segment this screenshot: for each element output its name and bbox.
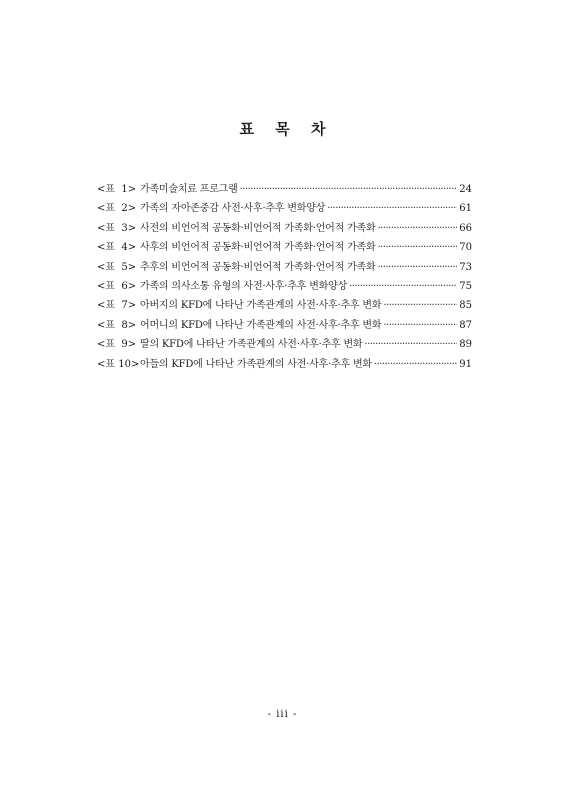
toc-entry[interactable]: [97, 277, 472, 296]
toc-entry[interactable]: [97, 258, 472, 277]
toc-entry-page: 66: [459, 222, 472, 234]
toc-entry-title: 사후의 비언어적 공동화·비언어적 가족화·언어적 가족화: [140, 242, 376, 254]
toc-dot-leader: [364, 335, 457, 354]
toc-entry-label: <표 10>: [97, 358, 140, 370]
toc-dot-leader: [374, 355, 457, 374]
toc-entry-page: 89: [459, 339, 472, 351]
toc-entry-title: 가족의 의사소통 유형의 사전·사후·추후 변화양상: [140, 280, 348, 292]
toc-entry-label: <표 7>: [97, 300, 137, 312]
toc-entry[interactable]: [97, 238, 472, 257]
toc-entry-page: 24: [459, 184, 472, 195]
toc-entry-title: 가족미술치료 프로그램: [140, 184, 238, 195]
toc-entry-page: 75: [459, 280, 472, 292]
toc-dot-leader: [377, 238, 457, 257]
toc-entry-page: 87: [459, 319, 472, 331]
toc-entry-title: 아들의 KFD에 나타난 가족관계의 사전·사후·추후 변화: [140, 358, 372, 370]
toc-entry-page: 61: [459, 203, 472, 215]
toc-entry[interactable]: [97, 219, 472, 238]
toc-entry-label: <표 5>: [97, 261, 137, 273]
toc-entry[interactable]: [97, 316, 472, 335]
toc-entry-title: 가족의 자아존중감 사전·사후·추후 변화양상: [140, 203, 326, 215]
toc-dot-leader: [383, 296, 457, 315]
toc-dot-leader: [383, 316, 457, 335]
toc-entry[interactable]: [97, 180, 472, 199]
toc-entry[interactable]: [97, 335, 472, 354]
toc-entry-label: <표 9>: [97, 339, 137, 351]
toc-dot-leader: [327, 199, 457, 218]
toc-entry-title: 딸의 KFD에 나타난 가족관계의 사전·사후·추후 변화: [140, 339, 363, 351]
toc-entry-label: <표 8>: [97, 319, 137, 331]
toc-entry-label: <표 4>: [97, 242, 137, 254]
toc-entry-label: <표 6>: [97, 280, 137, 292]
toc-entry[interactable]: [97, 199, 472, 218]
toc-dot-leader: [377, 219, 457, 238]
toc-entry-title: 어머니의 KFD에 나타난 가족관계의 사전·사후·추후 변화: [140, 319, 382, 331]
toc-entry-page: 91: [459, 358, 472, 370]
page-title: 표 목 차: [239, 120, 334, 138]
toc-entry[interactable]: [97, 355, 472, 374]
toc-entry-page: 73: [459, 261, 472, 273]
toc-entry[interactable]: [97, 296, 472, 315]
toc-dot-leader: [377, 258, 457, 277]
table-of-contents: [97, 180, 472, 374]
toc-dot-leader: [349, 277, 457, 296]
toc-entry-title: 아버지의 KFD에 나타난 가족관계의 사전·사후·추후 변화: [140, 300, 382, 312]
toc-entry-page: 70: [459, 242, 472, 254]
toc-entry-label: <표 1>: [97, 184, 137, 195]
toc-entry-title: 사전의 비언어적 공동화·비언어적 가족화·언어적 가족화: [140, 222, 376, 234]
toc-entry-title: 추후의 비언어적 공동화·비언어적 가족화·언어적 가족화: [140, 261, 376, 273]
toc-entry-label: <표 3>: [97, 222, 137, 234]
toc-entry-page: 85: [459, 300, 472, 312]
page-number-footer: - iii -: [267, 709, 298, 720]
toc-entry-label: <표 2>: [97, 203, 137, 215]
toc-dot-leader: [240, 180, 458, 199]
